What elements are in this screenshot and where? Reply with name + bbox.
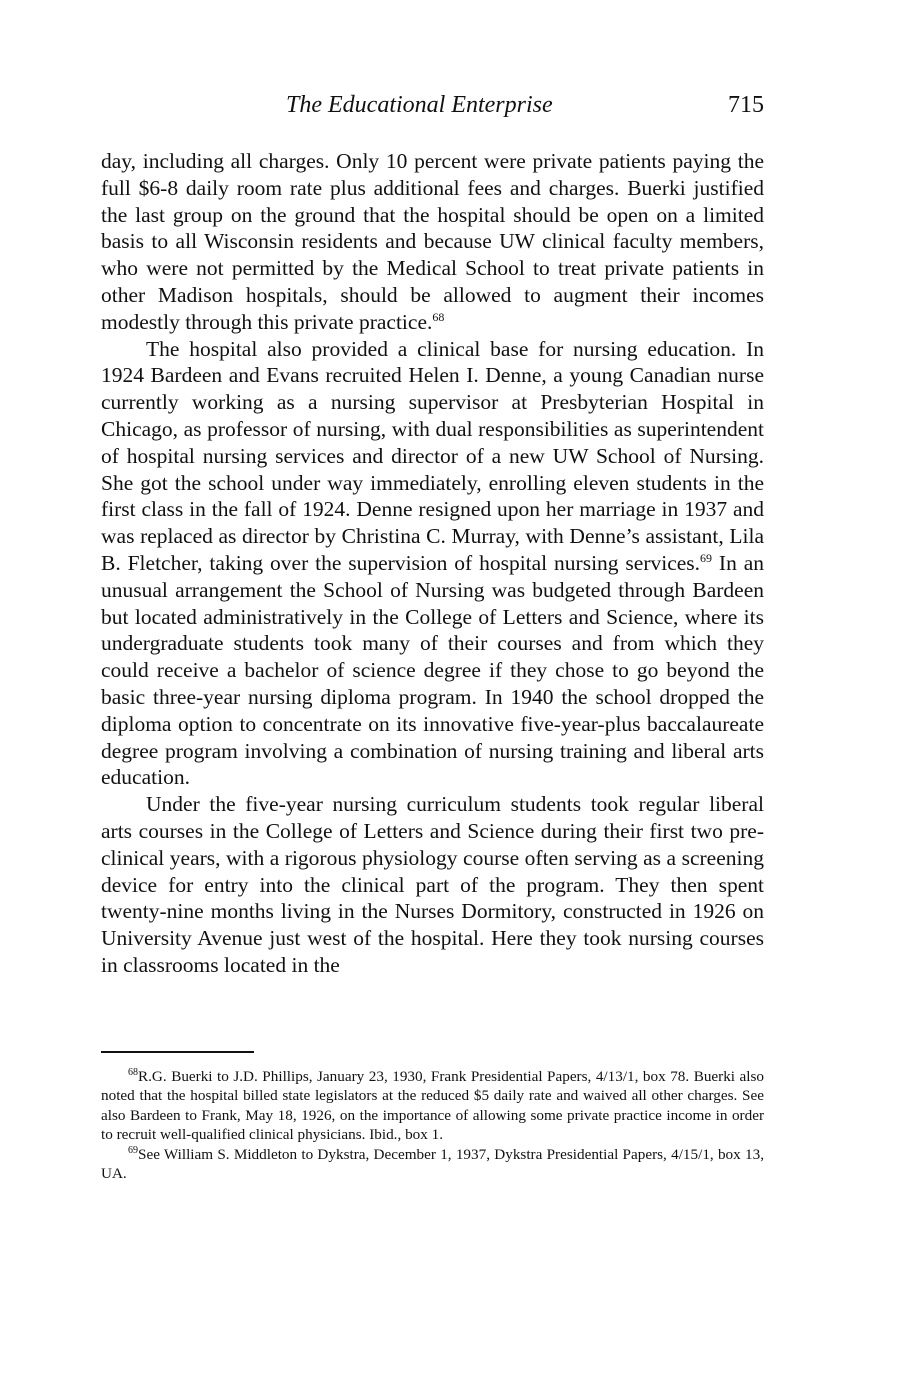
footnote-divider bbox=[101, 1051, 254, 1053]
footnote-ref-69: 69 bbox=[700, 550, 713, 565]
footnote-marker: 69 bbox=[128, 1144, 138, 1156]
paragraph-1 bbox=[101, 148, 764, 336]
paragraph-2 bbox=[101, 336, 764, 792]
footnote-marker: 68 bbox=[128, 1066, 138, 1078]
footnote-68 bbox=[101, 1067, 764, 1145]
paragraph-3 bbox=[101, 791, 764, 979]
running-head bbox=[101, 92, 764, 126]
footnotes bbox=[101, 1067, 764, 1183]
footnote-text: R.G. Buerki to J.D. Phillips, January 23, 1930, Frank Presidential Papers, 4/13/1, box 78. Buerki also noted that the hospital billed state legislators at the reduced $5 daily rate and waived all other charges. See also Bardeen to Frank, May 18, 1926, on the importance of allowing some private practice income in order to recruit well-qualified clinical physicians. Ibid., box 1. bbox=[101, 1068, 764, 1144]
paragraph-3-text: Under the five-year nursing curriculum students took regular liberal arts courses in the College of Letters and Science during their first two pre-clinical years, with a rigorous physiology course often serving as a screening device for entry into the clinical part of the program. They then spent twenty-nine months living in the Nurses Dormitory, constructed in 1926 on University Avenue just west of the hospital. Here they took nursing courses in classrooms located in the bbox=[101, 792, 764, 977]
page-number: 715 bbox=[728, 92, 764, 118]
paragraph-2-text-a: The hospital also provided a clinical base for nursing education. In 1924 Bardeen and Evans recruited Helen I. Denne, a young Canadian nurse currently working as a nursing supervisor at Presbyterian Hospital in Chicago, as professor of nursing, with dual responsibilities as superintendent of hospital nursing services and director of a new UW School of Nursing. She got the school under way immediately, enrolling eleven students in the first class in the fall of 1924. Denne resigned upon her marriage in 1937 and was replaced as director by Christina C. Murray, with Denne’s assistant, Lila B. Fletcher, taking over the supervision of hospital nursing services. bbox=[101, 336, 764, 575]
paragraph-1-text: day, including all charges. Only 10 percent were private patients paying the full $6-8 daily room rate plus additional fees and charges. Buerki justified the last group on the ground that the hospital should be open on a limited basis to all Wisconsin residents and because UW clinical faculty members, who were not permitted by the Medical School to treat private patients in other Madison hospitals, should be allowed to augment their incomes modestly through this private practice. bbox=[101, 149, 764, 334]
footnote-text: See William S. Middleton to Dykstra, December 1, 1937, Dykstra Presidential Papers, 4/15/1, box 13, UA. bbox=[101, 1145, 764, 1183]
footnote-69 bbox=[101, 1145, 764, 1184]
paragraph-2-text-b: In an unusual arrangement the School of Nursing was budgeted through Bardeen but located administratively in the College of Letters and Science, where its undergraduate students took many of their courses and from which they could receive a bachelor of science degree if they chose to go beyond the basic three-year nursing diploma program. In 1940 the school dropped the diploma option to concentrate on its innovative five-year-plus baccalaureate degree program involving a combination of nursing training and liberal arts education. bbox=[101, 550, 765, 790]
body-text bbox=[101, 148, 764, 979]
footnote-ref-68: 68 bbox=[432, 309, 445, 324]
running-title: The Educational Enterprise bbox=[286, 92, 553, 118]
